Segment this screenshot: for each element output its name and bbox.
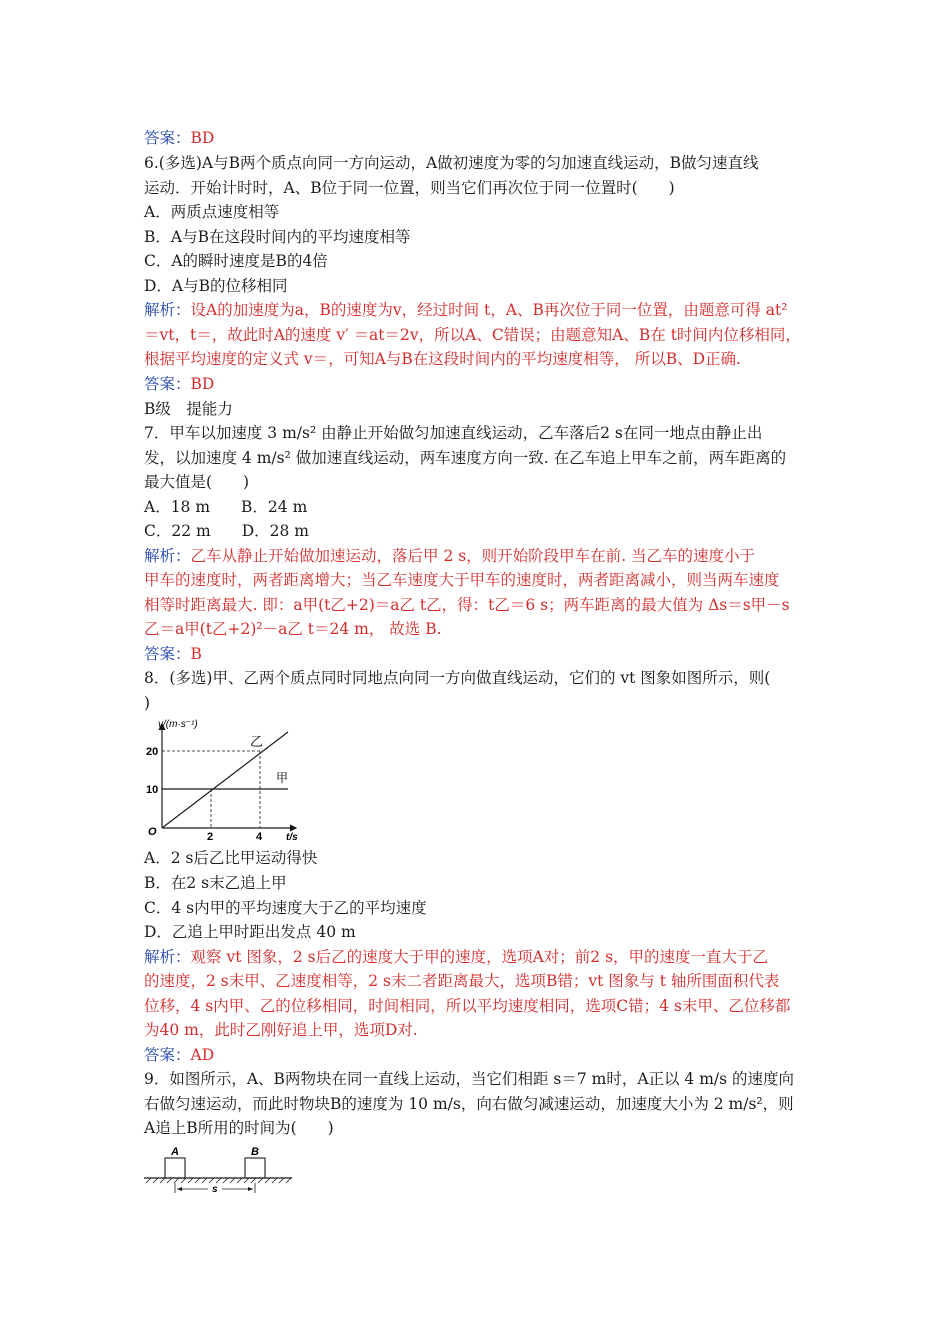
text-line [144,896,427,920]
text-line [144,225,410,249]
text-line [144,920,356,944]
text-span: ＝vt，t＝，故此时A的速度 v′ ＝at＝2v，所以A、C错误；由题意知A、B在 t时间内位移相同， [144,326,801,344]
block-b-label: B [251,1146,259,1158]
text-span: 答案： [144,375,191,393]
text-span: B．A与B在这段时间内的平均速度相等 [144,228,411,246]
label-jia: 甲 [276,771,289,785]
text-span: 解析： [144,948,191,966]
text-line [144,519,309,543]
text-span: 观察 vt 图象，2 s后乙的速度大于甲的速度，选项A对；前2 s，甲的速度一直大于乙 [190,948,769,966]
text-span: 9．如图所示，A、B两物块在同一直线上运动，当它们相距 s＝7 m时，A正以 4 m/s 的速度向 [144,1070,795,1088]
text-span: BD [190,375,215,393]
text-line [144,298,787,322]
text-line [144,846,317,870]
text-span: 答案： [144,1046,191,1064]
text-span: 解析： [144,301,191,319]
text-span: C．22 m D．28 m [144,522,309,540]
text-line [144,994,790,1018]
text-line [144,593,790,617]
text-span: B [190,645,202,663]
text-line [144,1018,418,1042]
text-line [144,470,249,494]
text-line [144,1116,334,1140]
text-span: 发，以加速度 4 m/s² 做加速直线运动，两车速度方向一致. 在乙车追上甲车之前，两车距离的 [144,449,787,467]
text-span: 解析： [144,547,191,565]
text-span: 的速度，2 s末甲、乙速度相等，2 s末二者距离最大，选项B错；vt 图象与 t 轴所围面积代表 [144,972,780,990]
text-span: D．A与B的位移相同 [144,277,288,295]
text-span: AD [190,1046,215,1064]
text-line [144,666,770,690]
text-span: A．2 s后乙比甲运动得快 [144,849,318,867]
label-yi: 乙 [250,734,264,749]
text-span: ) [144,694,151,712]
x-tick-2: 2 [207,831,214,842]
text-line [144,495,307,519]
text-line [144,544,755,568]
text-line [144,274,288,298]
text-line [144,372,214,396]
text-span: 设A的加速度为a，B的速度为v，经过时间 t，A、B再次位于同一位置，由题意可得 at² [190,301,788,319]
text-span: 甲车的速度时，两者距离增大；当乙车速度大于甲车的速度时，两者距离减小，则当两车速度 [144,571,780,589]
text-line [144,249,328,273]
origin-label: O [148,826,157,838]
block-b [245,1158,265,1178]
text-span: 最大值是( ) [144,473,250,491]
text-line [144,945,768,969]
text-line [144,568,780,592]
text-span: 答案： [144,645,191,663]
text-span: C．4 s内甲的平均速度大于乙的平均速度 [144,899,427,917]
block-a-label: A [171,1146,179,1158]
y-axis-label: v/(m·s⁻¹) [158,719,198,730]
x-tick-4: 4 [256,831,263,842]
text-line [144,323,801,347]
block-a [165,1158,185,1178]
text-span: C．A的瞬时速度是B的4倍 [144,252,328,270]
text-line [144,151,759,175]
text-span: B．在2 s末乙追上甲 [144,874,287,892]
text-span: 运动．开始计时时，A、B位于同一位置，则当它们再次位于同一位置时( ) [144,179,675,197]
text-span: A．18 m B．24 m [144,498,308,516]
text-span: 8．(多选)甲、乙两个质点同时同地点向同一方向做直线运动，它们的 vt 图象如图所示，则( [144,669,771,687]
text-line [144,397,233,421]
text-line [144,617,442,641]
vt-graph-figure [144,716,304,842]
text-line [144,1067,794,1091]
x-axis-label: t/s [286,832,298,842]
text-line [144,176,675,200]
blocks-figure [144,1145,294,1197]
text-span: A．两质点速度相等 [144,203,280,221]
text-span: 相等时距离最大. 即：a甲(t乙+2)＝a乙 t乙，得：t乙＝6 s；两车距离的最大值为 Δs＝s甲－s [144,596,790,614]
text-span: A追上B所用的时间为( ) [144,1119,334,1137]
text-span: 乙车从静止开始做加速运动，落后甲 2 s，则开始阶段甲车在前. 当乙车的速度小于 [190,547,756,565]
text-span: 答案： [144,129,191,147]
text-line [144,1092,794,1116]
text-line [144,200,279,224]
text-span: 根据平均速度的定义式 v＝，可知A与B在这段时间内的平均速度相等， 所以B、D正确. [144,350,741,368]
line-yi [162,732,288,828]
text-line [144,969,779,993]
text-line [144,871,287,895]
text-line [144,691,150,715]
text-line [144,126,214,150]
text-line [144,347,741,371]
text-span: 6.(多选)A与B两个质点向同一方向运动，A做初速度为零的匀加速直线运动，B做匀速直线 [144,154,759,172]
text-line [144,1043,214,1067]
distance-label: s [212,1184,218,1195]
ground-hatch [146,1178,291,1183]
text-line [144,446,786,470]
text-span: D．乙追上甲时距出发点 40 m [144,923,356,941]
text-line [144,642,202,666]
text-span: B级 提能力 [144,400,233,418]
text-span: BD [190,129,215,147]
text-span: 7．甲车以加速度 3 m/s² 由静止开始做匀加速直线运动，乙车落后2 s在同一地点由静止出 [144,424,763,442]
text-span: 乙＝a甲(t乙+2)²－a乙 t＝24 m， 故选 B. [144,620,442,638]
y-tick-20: 20 [146,746,159,758]
y-tick-10: 10 [146,784,159,796]
text-span: 右做匀速运动，而此时物块B的速度为 10 m/s，向右做匀减速运动，加速度大小为 2 m/s²，则 [144,1095,794,1113]
text-line [144,421,762,445]
text-span: 位移，4 s内甲、乙的位移相同，时间相同，所以平均速度相同，选项C错；4 s末甲、乙位移都 [144,997,791,1015]
text-span: 为40 m，此时乙刚好追上甲，选项D对. [144,1021,418,1039]
